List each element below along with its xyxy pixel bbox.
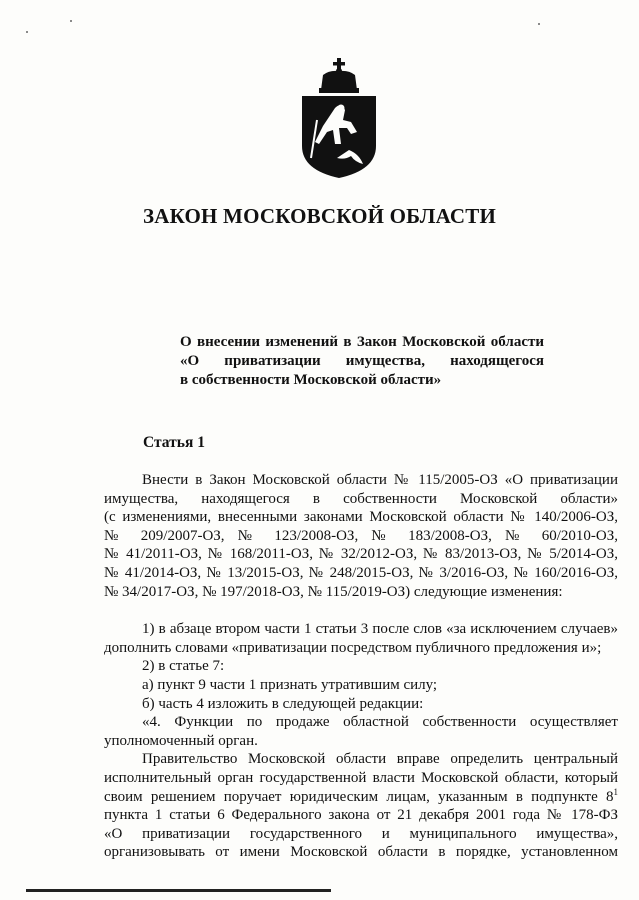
body-line: Правительство Московской области вправе определить центральный xyxy=(142,751,618,768)
subject-line: в собственности Московской области» xyxy=(180,372,442,388)
body-line: уполномоченный орган. xyxy=(104,732,258,749)
superscript: 1 xyxy=(613,786,618,797)
moscow-oblast-coat-of-arms-icon xyxy=(297,58,381,180)
subject-line: О внесении изменений в Закон Московской области xyxy=(180,334,544,350)
law-title: ЗАКОН МОСКОВСКОЙ ОБЛАСТИ xyxy=(142,204,497,228)
body-line: б) часть 4 изложить в следующей редакции: xyxy=(142,695,424,712)
body-line: «4. Функции по продаже областной собственности осуществляет xyxy=(142,714,618,731)
body-line xyxy=(104,788,618,807)
body-line: «О приватизации государственного и муниципального имущества», xyxy=(104,825,618,842)
body-line: а) пункт 9 части 1 признать утратившим силу; xyxy=(142,676,438,693)
subject-line: «О приватизации имущества, находящегося xyxy=(180,353,544,369)
body-line: Внести в Закон Московской области № 115/2005-ОЗ «О приватизации xyxy=(142,472,618,488)
body-line: № 34/2017-ОЗ, № 197/2018-ОЗ, № 115/2019-ОЗ) следующие изменения: xyxy=(104,583,563,600)
scan-edge-line xyxy=(26,889,331,892)
scan-speck xyxy=(538,23,540,25)
body-line: дополнить словами «приватизации посредством публичного предложения и»; xyxy=(104,639,602,656)
body-line: исполнительный орган государственной власти Московской области, который xyxy=(104,769,618,786)
body-line: № 41/2014-ОЗ, № 13/2015-ОЗ, № 248/2015-ОЗ, № 3/2016-ОЗ, № 160/2016-ОЗ, xyxy=(104,564,618,581)
body-line: № 209/2007-ОЗ, № 123/2008-ОЗ, № 183/2008-ОЗ, № 60/2010-ОЗ, xyxy=(104,527,618,544)
body-line: 2) в статье 7: xyxy=(142,658,225,675)
body-line: (с изменениями, внесенными законами Московской области № 140/2006-ОЗ, xyxy=(104,509,618,526)
body-line: организовывать от имени Московской области в порядке, установленном xyxy=(104,844,618,861)
body-line: пункта 1 статьи 6 Федерального закона от 21 декабря 2001 года № 178-ФЗ xyxy=(104,807,618,824)
scan-speck xyxy=(70,20,72,22)
body-line: имущества, находящегося в собственности Московской области» xyxy=(104,490,618,507)
article-body xyxy=(104,471,618,862)
law-subject xyxy=(180,333,544,390)
body-line: № 41/2011-ОЗ, № 168/2011-ОЗ, № 32/2012-ОЗ, № 83/2013-ОЗ, № 5/2014-ОЗ, xyxy=(104,546,618,563)
article-heading: Статья 1 xyxy=(143,434,205,451)
body-line-text: своим решением поручает юридическим лицам, указанным в подпункте 8 xyxy=(104,788,614,805)
body-line: 1) в абзаце втором части 1 статьи 3 после слов «за исключением случаев» xyxy=(142,621,618,638)
scan-speck xyxy=(26,31,28,33)
